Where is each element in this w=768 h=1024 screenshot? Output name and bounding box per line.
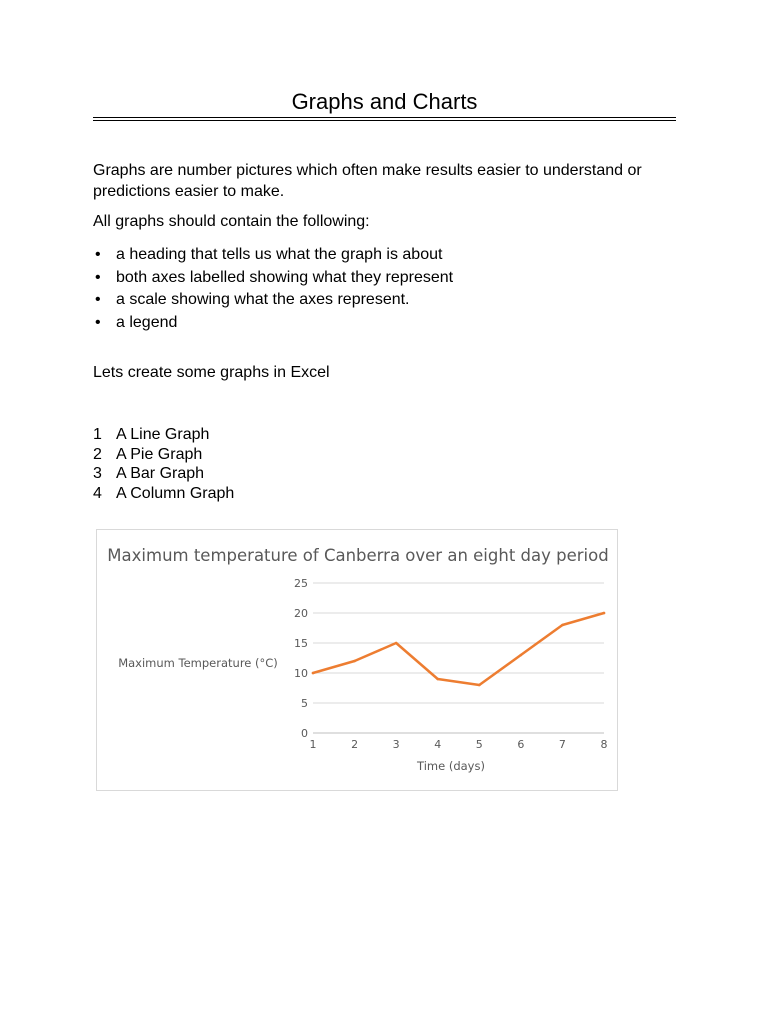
- x-tick-label: 2: [351, 738, 359, 751]
- list-item-text: A Bar Graph: [116, 465, 205, 482]
- list-item: [93, 289, 453, 312]
- bullet-icon: •: [95, 313, 101, 331]
- list-item: [93, 312, 453, 335]
- list-item: [93, 445, 234, 465]
- x-tick-label: 5: [475, 738, 483, 751]
- x-tick-label: 7: [558, 738, 566, 751]
- x-tick-label: 1: [309, 738, 317, 751]
- list-number: 4: [93, 484, 102, 502]
- y-tick-label: 0: [301, 727, 308, 740]
- data-point: [603, 612, 606, 615]
- list-item-text: a heading that tells us what the graph is about: [116, 246, 443, 263]
- list-item: [93, 425, 234, 445]
- bullet-icon: •: [95, 268, 101, 286]
- list-item-text: a scale showing what the axes represent.: [116, 291, 410, 308]
- list-item: [93, 464, 234, 484]
- excel-paragraph: Lets create some graphs in Excel: [93, 364, 330, 381]
- list-number: 3: [93, 465, 102, 482]
- list-item-text: both axes labelled showing what they represent: [116, 268, 454, 286]
- intro-paragraph: Graphs are number pictures which often make results easier to understand or predictions easier to make.: [93, 162, 642, 200]
- bullet-icon: •: [95, 291, 101, 308]
- chart-canvas: [97, 530, 619, 792]
- graph-types-list: [93, 425, 234, 503]
- bullet-icon: •: [95, 246, 101, 263]
- contain-heading: All graphs should contain the following:: [93, 213, 370, 230]
- list-number: 2: [93, 445, 102, 463]
- chart-title: Maximum temperature of Canberra over an eight day period: [107, 546, 609, 565]
- page-title: Graphs and Charts: [291, 89, 478, 114]
- x-tick-label: 3: [392, 738, 400, 751]
- requirements-list: [93, 244, 453, 334]
- series-line: [313, 613, 604, 685]
- data-point: [395, 642, 398, 645]
- x-tick-label: 6: [517, 738, 525, 751]
- list-item-text: A Column Graph: [116, 484, 235, 502]
- data-point: [520, 654, 523, 657]
- title-rule-bottom: [93, 120, 676, 121]
- list-number: 1: [93, 426, 102, 443]
- y-tick-label: 10: [294, 667, 308, 680]
- y-tick-label: 25: [294, 577, 308, 590]
- data-point: [478, 684, 481, 687]
- x-tick-label: 4: [434, 738, 442, 751]
- data-point: [436, 678, 439, 681]
- list-item-text: A Pie Graph: [116, 445, 203, 463]
- line-chart: [96, 529, 618, 791]
- list-item: [93, 484, 234, 504]
- title-rule-top: [93, 117, 676, 118]
- list-item: [93, 267, 453, 290]
- data-point: [353, 660, 356, 663]
- y-tick-label: 5: [301, 697, 308, 710]
- data-point: [312, 672, 315, 675]
- data-point: [561, 624, 564, 627]
- y-tick-label: 15: [294, 637, 308, 650]
- list-item: [93, 244, 453, 267]
- x-axis-label: Time (days): [417, 759, 485, 773]
- list-item-text: A Line Graph: [116, 426, 210, 443]
- x-tick-label: 8: [600, 738, 608, 751]
- list-item-text: a legend: [116, 313, 178, 331]
- y-axis-label: Maximum Temperature (°C): [118, 656, 278, 670]
- y-tick-label: 20: [294, 607, 308, 620]
